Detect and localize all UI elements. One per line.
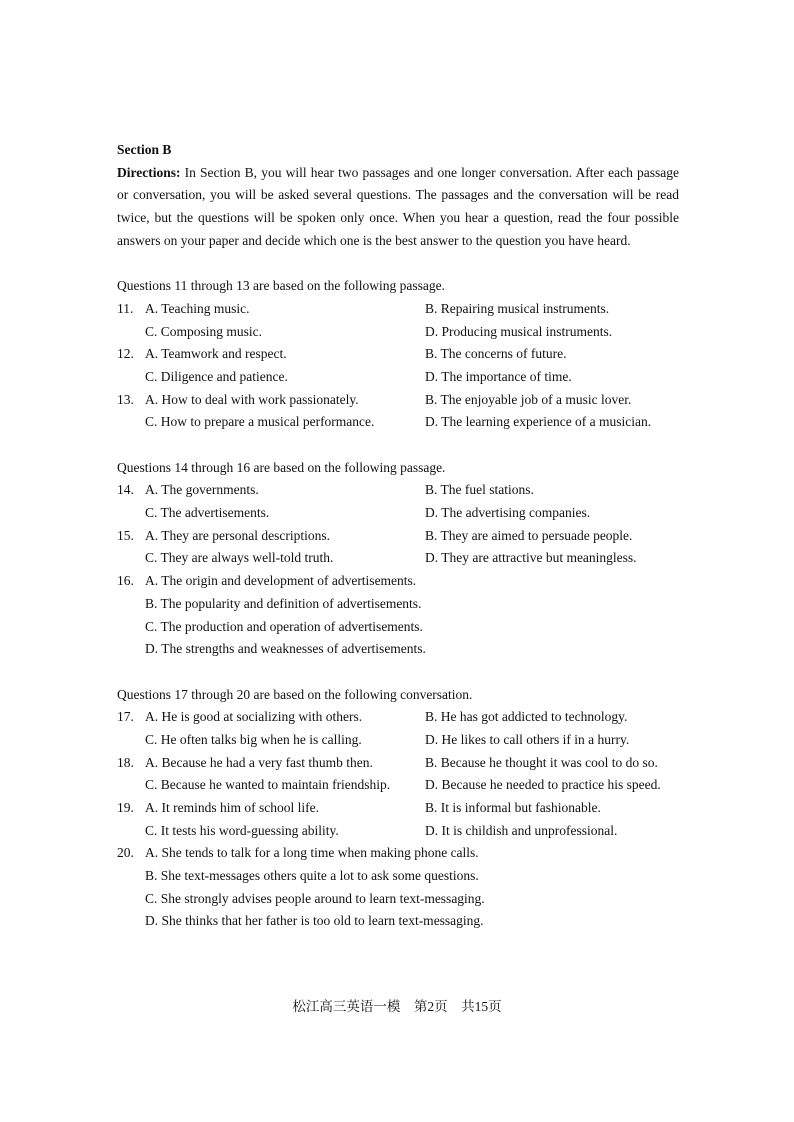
- option-b: B. It is informal but fashionable.: [425, 800, 601, 815]
- question-number: 11.: [117, 300, 134, 316]
- question-number: 14.: [117, 482, 134, 498]
- question-18-cd: [117, 774, 679, 797]
- question-20-d: [117, 910, 679, 933]
- directions-text: In Section B, you will hear two passages and one longer conversation. After each passage or conversation, you will be asked several questions. The passages and the conversation will be read twice, but the questions will be spoken only once. When you hear a question, read the four possible answers on your paper and decide which one is the best answer to the question you have heard.: [117, 164, 680, 248]
- option-b: B. The concerns of future.: [425, 346, 567, 362]
- option-c: C. The advertisements.: [145, 505, 270, 521]
- option-d: D. The importance of time.: [425, 368, 572, 384]
- option-a: A. Teaching music.: [145, 300, 250, 316]
- option-d: D. The learning experience of a musician.: [425, 414, 652, 430]
- section-b-content: [117, 139, 679, 933]
- option-b: B. She text-messages others quite a lot to ask some questions.: [145, 868, 479, 884]
- option-b: B. He has got addicted to technology.: [425, 709, 628, 725]
- option-a: A. She tends to talk for a long time when making phone calls.: [145, 845, 479, 861]
- option-c: C. They are always well-told truth.: [145, 550, 334, 566]
- question-17-cd: [117, 729, 679, 752]
- option-d: D. Because he needed to practice his speed.: [425, 777, 661, 793]
- option-b: B. Repairing musical instruments.: [425, 300, 610, 316]
- option-a: A. Teamwork and respect.: [145, 346, 287, 362]
- question-number: 20.: [117, 845, 134, 861]
- option-c: C. Diligence and patience.: [145, 368, 288, 384]
- question-12-cd: [117, 366, 679, 389]
- option-c: C. He often talks big when he is calling.: [145, 731, 362, 747]
- option-d: D. Producing musical instruments.: [425, 323, 613, 339]
- option-d: D. They are attractive but meaningless.: [425, 550, 637, 566]
- directions: [117, 162, 679, 253]
- question-number: 15.: [117, 527, 134, 543]
- question-14: [117, 479, 679, 502]
- option-b: B. The popularity and definition of advertisements.: [145, 595, 422, 611]
- question-number: 17.: [117, 709, 134, 725]
- question-11-cd: [117, 321, 679, 344]
- option-c: C. Because he wanted to maintain friendship.: [145, 777, 391, 793]
- question-11: [117, 298, 679, 321]
- question-20: [117, 842, 679, 865]
- question-12: [117, 343, 679, 366]
- question-number: 16.: [117, 573, 134, 589]
- directions-label: Directions:: [117, 164, 181, 180]
- option-d: D. The advertising companies.: [425, 505, 591, 521]
- option-a: A. How to deal with work passionately.: [145, 391, 359, 407]
- question-15-cd: [117, 547, 679, 570]
- option-a: A. The governments.: [145, 482, 259, 498]
- option-b: B. The fuel stations.: [425, 482, 534, 498]
- question-20-b: [117, 865, 679, 888]
- question-19: [117, 797, 679, 820]
- option-b: B. The enjoyable job of a music lover.: [425, 391, 632, 407]
- page-footer: 松江高三英语一模 第2页 共15页: [292, 999, 502, 1014]
- option-d: D. It is childish and unprofessional.: [425, 822, 618, 838]
- option-d: D. He likes to call others if in a hurry.: [425, 731, 630, 747]
- question-16: [117, 570, 679, 593]
- question-number: 18.: [117, 754, 134, 770]
- section-title: Section B: [117, 142, 172, 157]
- option-c: C. How to prepare a musical performance.: [145, 414, 375, 430]
- question-15: [117, 525, 679, 548]
- option-a: A. It reminds him of school life.: [145, 800, 319, 815]
- option-a: A. The origin and development of advertisements.: [145, 573, 417, 589]
- group-intro: Questions 11 through 13 are based on the following passage.: [117, 278, 445, 294]
- option-d: D. The strengths and weaknesses of advertisements.: [145, 641, 426, 657]
- question-19-cd: [117, 820, 679, 843]
- question-16-b: [117, 593, 679, 616]
- group-intro: Questions 17 through 20 are based on the following conversation.: [117, 686, 473, 702]
- question-number: 13.: [117, 391, 134, 407]
- question-number: 19.: [117, 800, 134, 815]
- question-14-cd: [117, 502, 679, 525]
- option-b: B. They are aimed to persuade people.: [425, 527, 633, 543]
- option-d: D. She thinks that her father is too old to learn text-messaging.: [145, 913, 484, 929]
- option-a: A. They are personal descriptions.: [145, 527, 330, 543]
- question-17: [117, 706, 679, 729]
- option-c: C. Composing music.: [145, 323, 263, 339]
- question-18: [117, 752, 679, 775]
- question-13: [117, 389, 679, 412]
- question-16-d: [117, 638, 679, 661]
- option-c: C. It tests his word-guessing ability.: [145, 822, 339, 838]
- question-20-c: [117, 888, 679, 911]
- question-number: 12.: [117, 346, 134, 362]
- question-13-cd: [117, 411, 679, 434]
- group-intro: Questions 14 through 16 are based on the following passage.: [117, 459, 446, 475]
- question-16-c: [117, 616, 679, 639]
- option-b: B. Because he thought it was cool to do so.: [425, 754, 658, 770]
- option-c: C. The production and operation of advertisements.: [145, 618, 423, 634]
- option-a: A. Because he had a very fast thumb then.: [145, 754, 373, 770]
- option-a: A. He is good at socializing with others.: [145, 709, 363, 725]
- option-c: C. She strongly advises people around to learn text-messaging.: [145, 890, 485, 906]
